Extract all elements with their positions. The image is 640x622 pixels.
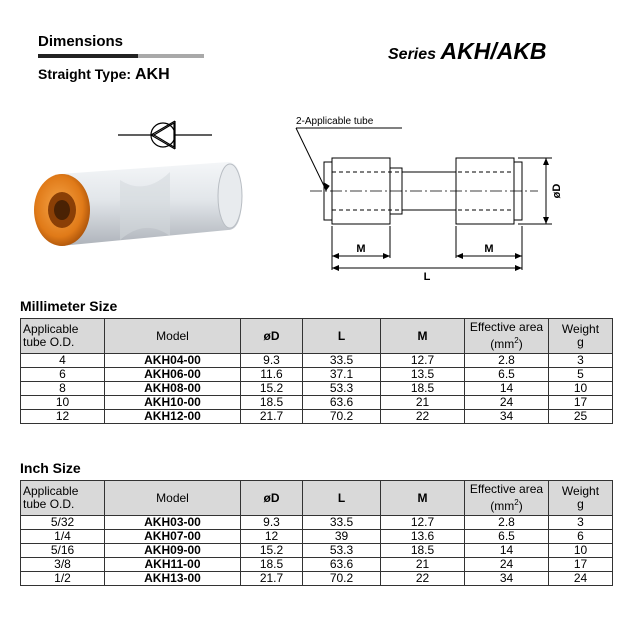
cell-weight: 3 (549, 516, 613, 530)
cell-weight: 6 (549, 530, 613, 544)
cell-weight: 17 (549, 558, 613, 572)
cell-od: 15.2 (241, 382, 303, 396)
col-effective-area (465, 481, 549, 516)
type-subtitle (38, 66, 170, 84)
dim-l: L (423, 271, 431, 282)
cell-tube: 8 (21, 382, 105, 396)
table-header-row (21, 319, 613, 354)
cell-model: AKH13-00 (105, 572, 241, 586)
cell-m: 22 (381, 572, 465, 586)
col-tube-od-line1: Applicable (23, 322, 79, 336)
col-effective-area (465, 319, 549, 354)
cell-l: 70.2 (303, 572, 381, 586)
col-area-line1: Effective area (469, 320, 544, 334)
cell-area: 24 (465, 558, 549, 572)
cell-area: 34 (465, 410, 549, 424)
millimeter-size-title: Millimeter Size (20, 298, 118, 314)
table-row (21, 396, 613, 410)
cell-model: AKH10-00 (105, 396, 241, 410)
cell-model: AKH04-00 (105, 354, 241, 368)
cell-m: 18.5 (381, 544, 465, 558)
col-tube-od-line2: tube O.D. (23, 335, 75, 349)
cell-weight: 25 (549, 410, 613, 424)
cell-l: 33.5 (303, 516, 381, 530)
cell-m: 12.7 (381, 516, 465, 530)
cell-weight: 10 (549, 544, 613, 558)
cell-area: 14 (465, 544, 549, 558)
cell-od: 15.2 (241, 544, 303, 558)
cell-od: 9.3 (241, 516, 303, 530)
cell-l: 53.3 (303, 382, 381, 396)
cell-area: 24 (465, 396, 549, 410)
cell-model: AKH06-00 (105, 368, 241, 382)
cell-weight: 10 (549, 382, 613, 396)
cell-area: 34 (465, 572, 549, 586)
col-od: øD (241, 481, 303, 516)
col-weight (549, 481, 613, 516)
cell-tube: 1/4 (21, 530, 105, 544)
cell-tube: 5/32 (21, 516, 105, 530)
type-subtitle-prefix: Straight Type: (38, 66, 135, 82)
table-row (21, 368, 613, 382)
col-weight (549, 319, 613, 354)
table-row (21, 558, 613, 572)
table-row (21, 544, 613, 558)
title-underline (38, 54, 204, 58)
cell-m: 13.5 (381, 368, 465, 382)
col-area-sup: 2 (514, 498, 519, 507)
check-valve-symbol-icon (118, 118, 212, 152)
cell-weight: 24 (549, 572, 613, 586)
col-area-suffix: ) (518, 499, 523, 513)
table-row (21, 354, 613, 368)
col-weight-line2: g (577, 497, 584, 511)
cell-area: 6.5 (465, 530, 549, 544)
dimension-drawing (290, 110, 570, 282)
table-header-row (21, 481, 613, 516)
cell-od: 12 (241, 530, 303, 544)
cell-area: 14 (465, 382, 549, 396)
table-row (21, 572, 613, 586)
col-od: øD (241, 319, 303, 354)
cell-m: 22 (381, 410, 465, 424)
col-l: L (303, 481, 381, 516)
cell-tube: 12 (21, 410, 105, 424)
col-m: M (381, 319, 465, 354)
cell-model: AKH07-00 (105, 530, 241, 544)
cell-tube: 5/16 (21, 544, 105, 558)
series-prefix: Series (388, 46, 441, 63)
cell-l: 70.2 (303, 410, 381, 424)
cell-od: 9.3 (241, 354, 303, 368)
dim-m-left: M (356, 243, 366, 255)
cell-model: AKH11-00 (105, 558, 241, 572)
table-row (21, 516, 613, 530)
cell-tube: 3/8 (21, 558, 105, 572)
table-row (21, 382, 613, 396)
cell-weight: 5 (549, 368, 613, 382)
series-label (388, 38, 547, 65)
cell-model: AKH08-00 (105, 382, 241, 396)
series-name: AKH/AKB (440, 38, 547, 64)
col-weight-line1: Weight (561, 322, 600, 336)
col-area-unit: (mm (490, 337, 515, 351)
millimeter-table (20, 318, 613, 424)
cell-od: 21.7 (241, 410, 303, 424)
col-area-unit: (mm (490, 499, 515, 513)
cell-od: 21.7 (241, 572, 303, 586)
cell-od: 18.5 (241, 558, 303, 572)
cell-tube: 10 (21, 396, 105, 410)
page-title: Dimensions (38, 33, 124, 50)
tube-label: 2-Applicable tube (296, 116, 374, 127)
cell-m: 21 (381, 558, 465, 572)
cell-l: 39 (303, 530, 381, 544)
inch-size-title: Inch Size (20, 460, 81, 476)
cell-m: 13.6 (381, 530, 465, 544)
col-tube-od (21, 319, 105, 354)
cell-od: 18.5 (241, 396, 303, 410)
cell-tube: 4 (21, 354, 105, 368)
col-model: Model (105, 481, 241, 516)
cell-area: 2.8 (465, 354, 549, 368)
cell-l: 37.1 (303, 368, 381, 382)
type-code: AKH (134, 66, 170, 83)
cell-model: AKH12-00 (105, 410, 241, 424)
cell-tube: 6 (21, 368, 105, 382)
col-weight-line2: g (577, 335, 584, 349)
cell-area: 6.5 (465, 368, 549, 382)
cell-l: 63.6 (303, 558, 381, 572)
col-area-sup: 2 (514, 336, 519, 345)
cell-model: AKH03-00 (105, 516, 241, 530)
cell-m: 21 (381, 396, 465, 410)
fitting-photo (30, 160, 245, 252)
col-model: Model (105, 319, 241, 354)
cell-area: 2.8 (465, 516, 549, 530)
cell-m: 12.7 (381, 354, 465, 368)
table-row (21, 530, 613, 544)
cell-l: 33.5 (303, 354, 381, 368)
col-l: L (303, 319, 381, 354)
col-m: M (381, 481, 465, 516)
col-area-line1: Effective area (469, 482, 544, 496)
col-tube-od-line1: Applicable (23, 484, 79, 498)
cell-tube: 1/2 (21, 572, 105, 586)
cell-od: 11.6 (241, 368, 303, 382)
table-row (21, 410, 613, 424)
col-weight-line1: Weight (561, 484, 600, 498)
col-area-suffix: ) (518, 337, 523, 351)
cell-model: AKH09-00 (105, 544, 241, 558)
cell-m: 18.5 (381, 382, 465, 396)
col-tube-od (21, 481, 105, 516)
cell-weight: 17 (549, 396, 613, 410)
cell-l: 53.3 (303, 544, 381, 558)
cell-l: 63.6 (303, 396, 381, 410)
cell-weight: 3 (549, 354, 613, 368)
inch-table (20, 480, 613, 586)
col-tube-od-line2: tube O.D. (23, 497, 75, 511)
dim-od: øD (551, 183, 563, 199)
dim-m-right: M (484, 243, 494, 255)
